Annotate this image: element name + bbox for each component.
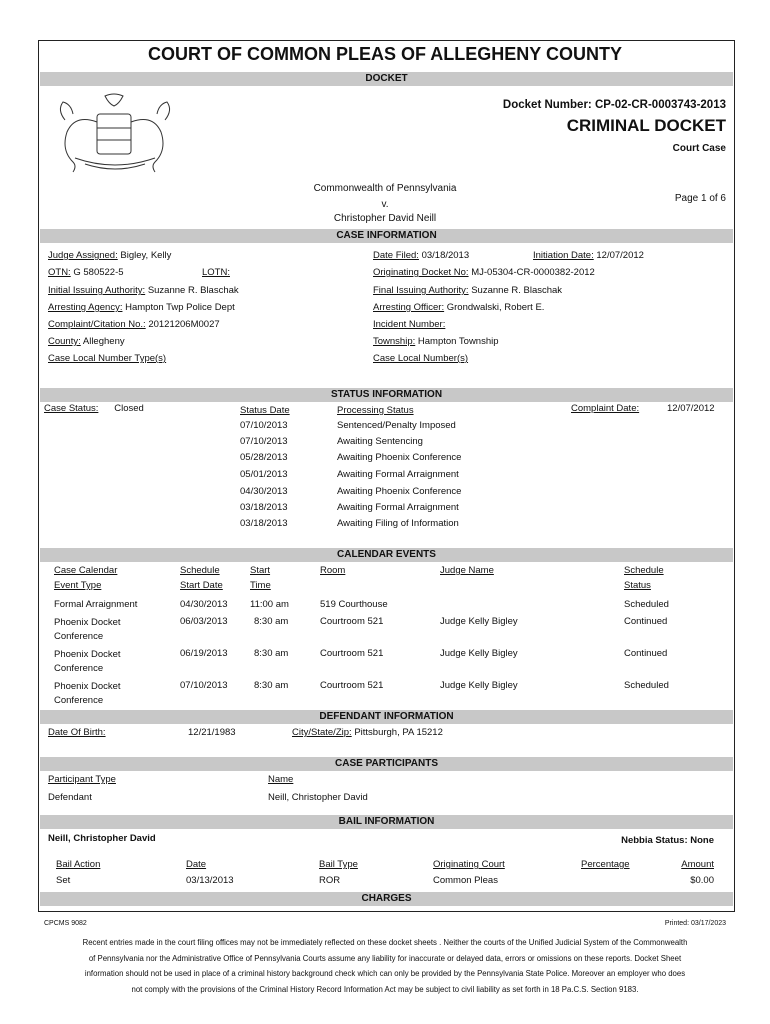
otn-row: [48, 267, 124, 278]
calendar-judge: Judge Kelly Bigley: [440, 680, 518, 691]
county-label: County:: [48, 336, 81, 347]
status-text: Awaiting Formal Arraignment: [337, 469, 459, 480]
calendar-judge: Judge Kelly Bigley: [440, 616, 518, 627]
county-row: [48, 336, 125, 347]
final-authority-label: Final Issuing Authority:: [373, 285, 469, 296]
calendar-start-date: 06/19/2013: [180, 648, 228, 659]
calendar-event-type-cont: Conference: [54, 631, 104, 642]
bail-person: Neill, Christopher David: [48, 833, 156, 844]
bail-action-header: Bail Action: [56, 859, 101, 870]
status-row: [240, 420, 288, 431]
county-value: Allegheny: [82, 336, 125, 347]
bail-action: Set: [56, 875, 71, 886]
calendar-start-date: 07/10/2013: [180, 680, 228, 691]
calendar-event-header-2: Event Type: [54, 580, 102, 591]
judge-row: [48, 250, 171, 261]
complaint-date-label: Complaint Date:: [571, 403, 640, 414]
processing-status-header: Processing Status: [337, 405, 414, 416]
calendar-room: 519 Courthouse: [320, 599, 388, 610]
status-date: 07/10/2013: [240, 436, 288, 447]
status-text: Sentenced/Penalty Imposed: [337, 420, 456, 431]
arresting-agency-row: [48, 302, 235, 313]
date-filed-value: 03/18/2013: [421, 250, 470, 261]
bail-type-header: Bail Type: [319, 859, 358, 870]
calendar-start-time: 8:30 am: [254, 680, 289, 691]
status-date: 07/10/2013: [240, 420, 288, 431]
bail-amount: $0.00: [690, 875, 714, 886]
complaint-value: 20121206M0027: [148, 319, 220, 330]
arresting-agency-value: Hampton Twp Police Dept: [125, 302, 235, 313]
case-information-bar: CASE INFORMATION: [40, 229, 733, 243]
date-filed-label: Date Filed:: [373, 250, 419, 261]
calendar-start-time: 11:00 am: [250, 599, 289, 610]
calendar-judge: Judge Kelly Bigley: [440, 648, 518, 659]
bail-type: ROR: [319, 875, 341, 886]
originating-court-header: Originating Court: [433, 859, 505, 870]
calendar-event-type-cont: Conference: [54, 695, 104, 706]
court-title: COURT OF COMMON PLEAS OF ALLEGHENY COUNTY: [147, 44, 622, 64]
amount-header: Amount: [681, 859, 714, 870]
docket-bar: DOCKET: [40, 72, 733, 86]
participant-name-header: Name: [268, 774, 294, 785]
arresting-officer-row: [373, 302, 544, 313]
arresting-officer-label: Arresting Officer:: [373, 302, 445, 313]
initiation-row: [533, 250, 644, 261]
incident-number-label: Incident Number:: [373, 319, 446, 330]
arresting-officer-value: Grondwalski, Robert E.: [446, 302, 545, 313]
pennsylvania-seal-icon: [45, 92, 185, 174]
calendar-event-header-1: Case Calendar: [54, 565, 118, 576]
initiation-label: Initiation Date:: [533, 250, 594, 261]
calendar-time-header-1: Start: [250, 565, 271, 576]
status-text: Awaiting Phoenix Conference: [337, 452, 462, 463]
calendar-start-date: 06/03/2013: [180, 616, 228, 627]
calendar-room: Courtroom 521: [320, 648, 384, 659]
township-value: Hampton Township: [417, 336, 499, 347]
final-authority-value: Suzanne R. Blaschak: [471, 285, 563, 296]
initiation-value: 12/07/2012: [596, 250, 644, 261]
page-number: Page 1 of 6: [674, 193, 726, 204]
city-label: City/State/Zip:: [292, 727, 352, 738]
complaint-label: Complaint/Citation No.:: [48, 319, 146, 330]
dob-label: Date Of Birth:: [48, 727, 106, 738]
status-information-bar: STATUS INFORMATION: [40, 388, 733, 402]
case-local-number-type-label: Case Local Number Type(s): [48, 353, 167, 364]
status-date: 05/01/2013: [240, 469, 288, 480]
case-status-value: Closed: [114, 403, 144, 414]
percentage-header: Percentage: [581, 859, 630, 870]
originating-docket-value: MJ-05304-CR-0000382-2012: [471, 267, 595, 278]
bail-date: 03/13/2013: [186, 875, 234, 886]
calendar-time-header-2: Time: [250, 580, 271, 591]
participant-name: Neill, Christopher David: [268, 792, 368, 803]
disclaimer-note: Recent entries made in the court filing offices may not be immediately reflected on these docket sheets . Neither the courts of the Unified Judicial System of the Commonwealth of Pennsylvania nor the Administrative Office of Pennsylvania Courts assume any liability for inaccurate or delayed data, errors or omissions on these reports. Docket Sheet information should not be used in place of a criminal history background check which can only be provided by the Pennsylvania State Police. Moreover an employer who does not comply with the provisions of the Criminal History Record Information Act may be subject to civil liability as set forth in 18 Pa.C.S. Section 9183.: [82, 938, 688, 994]
complaint-date-value: 12/07/2012: [667, 403, 715, 414]
initial-authority-label: Initial Issuing Authority:: [48, 285, 146, 296]
township-row: [373, 336, 499, 347]
court-case-label: Court Case: [672, 143, 726, 154]
calendar-start-date: 04/30/2013: [180, 599, 228, 610]
caption-v: v.: [381, 199, 389, 210]
status-text: Awaiting Sentencing: [337, 436, 423, 447]
calendar-judge-header: Judge Name: [440, 565, 494, 576]
status-date: 03/18/2013: [240, 518, 288, 529]
city-value: Pittsburgh, PA 15212: [354, 727, 443, 738]
calendar-start-time: 8:30 am: [254, 648, 289, 659]
lotn-label: LOTN:: [202, 267, 230, 278]
printed-date: Printed: 03/17/2023: [664, 920, 726, 927]
final-authority-row: [373, 285, 562, 296]
calendar-start-time: 8:30 am: [254, 616, 289, 627]
case-status-row: [44, 403, 144, 414]
form-number: CPCMS 9082: [44, 920, 87, 927]
docket-type: CRIMINAL DOCKET: [566, 116, 726, 135]
calendar-event-type: Phoenix Docket: [54, 617, 121, 628]
participant-type-header: Participant Type: [48, 774, 116, 785]
calendar-status: Scheduled: [624, 680, 669, 691]
city-row: [292, 727, 443, 738]
caption-defendant: Christopher David Neill: [333, 213, 437, 224]
otn-value: G 580522-5: [73, 267, 124, 278]
case-local-number-label: Case Local Number(s): [373, 353, 469, 364]
dob-value: 12/21/1983: [188, 727, 236, 738]
nebbia-status: Nebbia Status: None: [621, 835, 714, 846]
docket-number: Docket Number: CP-02-CR-0003743-2013: [502, 99, 726, 111]
calendar-event-type: Phoenix Docket: [54, 649, 121, 660]
initial-authority-row: [48, 285, 239, 296]
date-filed-row: [373, 250, 469, 261]
bail-date-header: Date: [186, 859, 207, 870]
calendar-events-bar: CALENDAR EVENTS: [40, 548, 733, 562]
calendar-status: Scheduled: [624, 599, 669, 610]
status-date-header: Status Date: [240, 405, 290, 416]
originating-court: Common Pleas: [433, 875, 498, 886]
bail-information-bar: BAIL INFORMATION: [40, 815, 733, 829]
calendar-room-header: Room: [320, 565, 346, 576]
judge-label: Judge Assigned:: [48, 250, 118, 261]
participant-type: Defendant: [48, 792, 92, 803]
status-date: 03/18/2013: [240, 502, 288, 513]
status-date: 04/30/2013: [240, 486, 288, 497]
charges-bar: CHARGES: [40, 892, 733, 906]
status-text: Awaiting Filing of Information: [337, 518, 459, 529]
calendar-event-type: Formal Arraignment: [54, 599, 138, 610]
calendar-event-type-cont: Conference: [54, 663, 104, 674]
otn-label: OTN:: [48, 267, 71, 278]
calendar-status: Continued: [624, 648, 668, 659]
defendant-information-bar: DEFENDANT INFORMATION: [40, 710, 733, 724]
judge-value: Bigley, Kelly: [120, 250, 172, 261]
calendar-status: Continued: [624, 616, 668, 627]
case-status-label: Case Status:: [44, 403, 99, 414]
status-text: Awaiting Formal Arraignment: [337, 502, 459, 513]
case-participants-bar: CASE PARTICIPANTS: [40, 757, 733, 771]
calendar-date-header-2: Start Date: [180, 580, 223, 591]
status-text: Awaiting Phoenix Conference: [337, 486, 462, 497]
calendar-room: Courtroom 521: [320, 680, 384, 691]
calendar-date-header-1: Schedule: [180, 565, 220, 576]
originating-docket-label: Originating Docket No:: [373, 267, 469, 278]
township-label: Township:: [373, 336, 416, 347]
calendar-status-header-1: Schedule: [624, 565, 664, 576]
calendar-room: Courtroom 521: [320, 616, 384, 627]
arresting-agency-label: Arresting Agency:: [48, 302, 123, 313]
calendar-event-type: Phoenix Docket: [54, 681, 121, 692]
originating-docket-row: [373, 267, 595, 278]
complaint-row: [48, 319, 220, 330]
calendar-status-header-2: Status: [624, 580, 651, 591]
status-date: 05/28/2013: [240, 452, 288, 463]
caption-commonwealth: Commonwealth of Pennsylvania: [313, 183, 457, 194]
initial-authority-value: Suzanne R. Blaschak: [147, 285, 239, 296]
